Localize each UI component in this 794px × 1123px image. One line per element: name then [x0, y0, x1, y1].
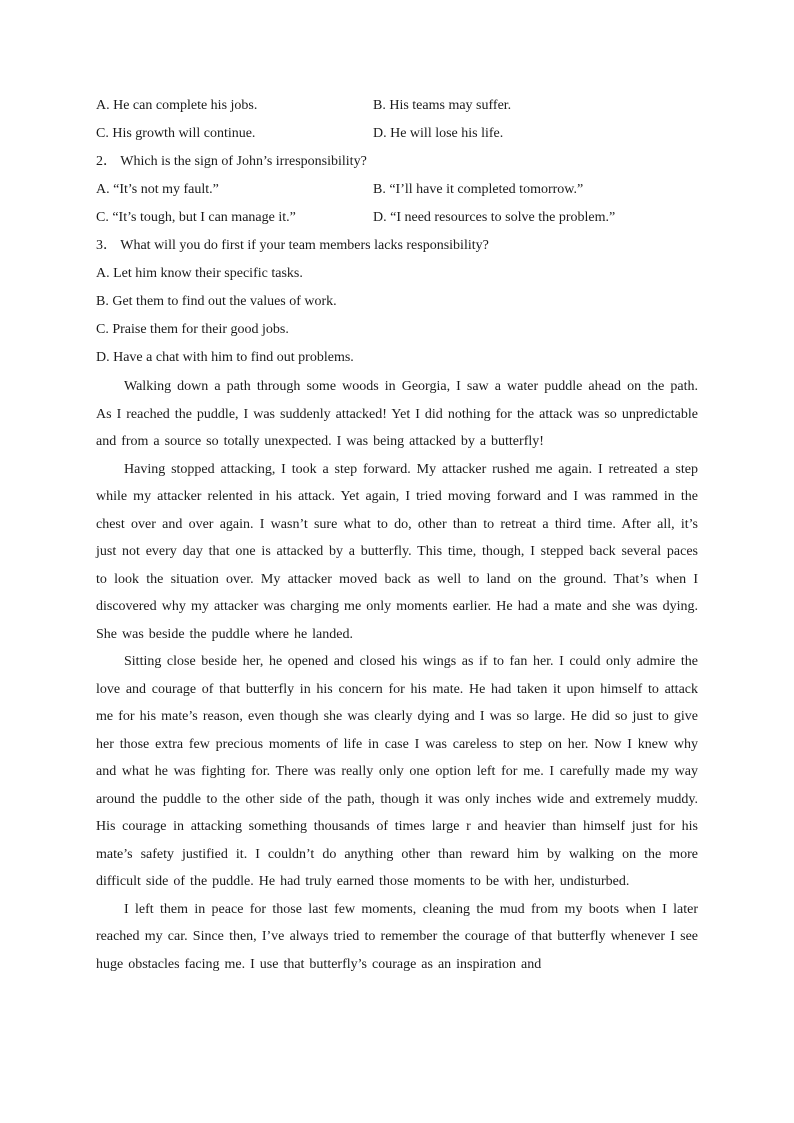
question-3: 3． What will you do first if your team members lacks responsibility? [96, 238, 489, 253]
q1-options-row-1 [96, 92, 698, 120]
passage-paragraph-3: Sitting close beside her, he opened and closed his wings as if to fan her. I could only admire the love and courage of that butterfly in his concern for his mate. He had taken it upon himself to attack me for his mate’s reason, even though she was clearly dying and I was so large. He did so just to give her those extra few precious moments of life in case I was careless to step on her. Now I knew why and what he was fighting for. There was really only one option left for me. I carefully made my way around the puddle to the other side of the path, though it was only inches wide and extremely muddy. His courage in attacking something thousands of times large r and heavier than himself just for his mate’s safety justified it. I couldn’t do anything other than reward him by walking on the more difficult side of the puddle. He had truly earned those moments to be with her, undisturbed. [96, 654, 698, 889]
q2-option-a: A. “It’s not my fault.” [96, 182, 219, 197]
document-page [96, 92, 698, 978]
q3-option-d: D. Have a chat with him to find out problems. [96, 350, 354, 365]
q3-option-a: A. Let him know their specific tasks. [96, 266, 303, 281]
q1-option-d: D. He will lose his life. [373, 126, 504, 141]
passage-paragraph-2: Having stopped attacking, I took a step forward. My attacker rushed me again. I retreated a step while my attacker relented in his attack. Yet again, I tried moving forward and I was rammed in the chest over and over again. I wasn’t sure what to do, other than to retreat a third time. After all, it’s just not every day that one is attacked by a butterfly. This time, though, I stepped back several paces to look the situation over. My attacker moved back as well to land on the ground. That’s when I discovered why my attacker was charging me only moments earlier. He had a mate and she was dying. She was beside the puddle where he landed. [96, 461, 698, 642]
q2-option-c: C. “It’s tough, but I can manage it.” [96, 210, 296, 225]
q3-option-b: B. Get them to find out the values of work. [96, 294, 337, 309]
q2-option-d: D. “I need resources to solve the problem.” [373, 210, 616, 225]
q1-option-a: A. He can complete his jobs. [96, 98, 258, 113]
reading-passage [96, 373, 698, 978]
q2-option-b: B. “I’ll have it completed tomorrow.” [373, 182, 584, 197]
q1-option-b: B. His teams may suffer. [373, 98, 512, 113]
q3-option-c: C. Praise them for their good jobs. [96, 322, 289, 337]
q1-options-row-2 [96, 120, 698, 148]
passage-paragraph-1: Walking down a path through some woods in Georgia, I saw a water puddle ahead on the path. As I reached the puddle, I was suddenly attacked! Yet I did nothing for the attack was so unpredictable and from a source so totally unexpected. I was being attacked by a butterfly! [96, 379, 698, 449]
passage-paragraph-4: I left them in peace for those last few moments, cleaning the mud from my boots when I later reached my car. Since then, I’ve always tried to remember the courage of that butterfly whenever I see huge obstacles facing me. I use that butterfly’s courage as an inspiration and [96, 901, 698, 972]
question-2: 2． Which is the sign of John’s irresponsibility? [96, 154, 367, 169]
q1-option-c: C. His growth will continue. [96, 126, 256, 141]
q2-options-row-1 [96, 176, 698, 204]
q2-options-row-2 [96, 204, 698, 232]
